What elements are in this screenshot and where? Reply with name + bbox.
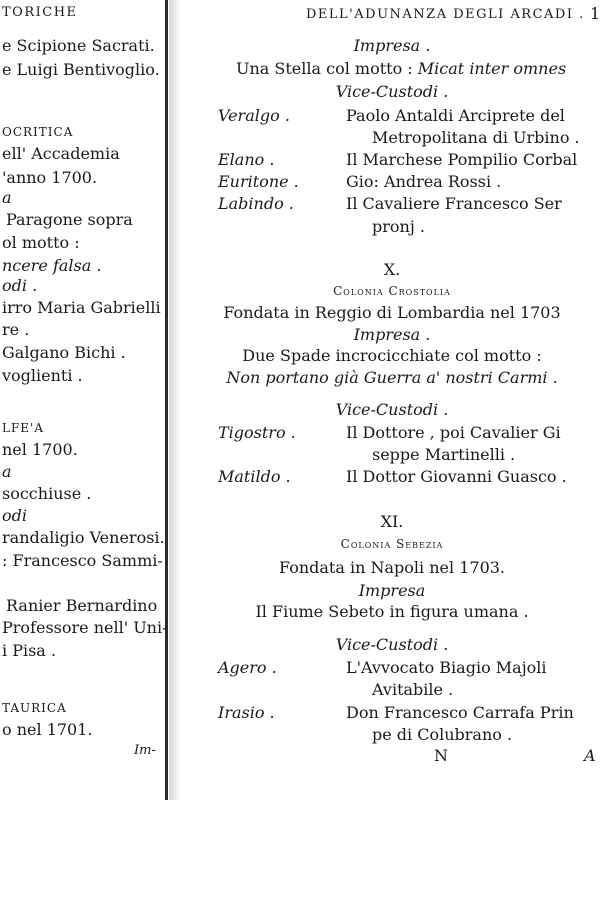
vice-custodi-heading: Vice-Custodi . xyxy=(335,400,449,419)
entry-desc: L'Avvocato Biagio Majoli xyxy=(346,658,547,677)
impresa-label: Impresa . xyxy=(353,36,431,55)
left-line: Galgano Bichi . xyxy=(2,343,126,362)
left-line: randaligio Venerosi. xyxy=(2,528,165,547)
entry-name: Veralgo . xyxy=(218,106,290,125)
running-header: DELL'ADUNANZA DEGLI ARCADI . xyxy=(306,7,585,22)
left-line: a xyxy=(2,188,12,207)
left-line: o nel 1701. xyxy=(2,720,93,739)
entry-desc: Paolo Antaldi Arciprete del xyxy=(346,106,565,125)
motto-line xyxy=(236,61,566,77)
signature-mark: N xyxy=(434,746,448,765)
left-line: i Pisa . xyxy=(2,641,57,660)
catchword: A xyxy=(584,746,596,765)
left-line: LFE'A xyxy=(2,421,45,435)
vice-custodi-heading: Vice-Custodi . xyxy=(335,82,449,101)
left-running-header: TORICHE xyxy=(2,5,78,20)
motto-latin: Non portano già Guerra a' nostri Carmi . xyxy=(226,368,558,387)
left-line: irro Maria Gabrielli xyxy=(2,298,161,317)
page-number: 1 xyxy=(590,4,601,23)
colony-title: Colonia Sebezia xyxy=(340,537,444,551)
entry-desc: Don Francesco Carrafa Prin xyxy=(346,703,574,722)
motto-text: Il Fiume Sebeto in figura umana . xyxy=(255,602,529,621)
section-numeral: X. xyxy=(383,260,401,279)
left-line: socchiuse . xyxy=(2,484,92,503)
left-line: Professore nell' Uni- xyxy=(2,618,168,637)
impresa-label: Impresa . xyxy=(353,325,431,344)
left-line: voglienti . xyxy=(2,366,83,385)
impresa-label: Impresa xyxy=(358,581,426,600)
left-line: Paragone sopra xyxy=(6,210,133,229)
entry-name: Euritone . xyxy=(218,172,299,191)
left-line: ell' Accademia xyxy=(2,144,120,163)
left-line: ol motto : xyxy=(2,233,80,252)
founded-line: Fondata in Napoli nel 1703. xyxy=(278,558,506,577)
gutter-shadow xyxy=(169,0,181,800)
left-line: nel 1700. xyxy=(2,440,78,459)
left-line: re . xyxy=(2,320,30,339)
left-line: a xyxy=(2,462,12,481)
left-line: OCRITICA xyxy=(2,125,74,139)
left-line: 'anno 1700. xyxy=(2,168,98,187)
founded-line: Fondata in Reggio di Lombardia nel 1703 xyxy=(223,303,561,322)
entry-desc-cont: pe di Colubrano . xyxy=(372,725,513,744)
left-line: : Francesco Sammi- xyxy=(2,551,163,570)
entry-desc: Il Marchese Pompilio Corbal xyxy=(346,150,578,169)
entry-desc-cont: pronj . xyxy=(372,217,425,236)
left-page xyxy=(0,0,168,900)
left-line: odi xyxy=(2,506,27,525)
entry-name: Labindo . xyxy=(218,194,294,213)
motto-latin: Micat inter omnes xyxy=(417,59,567,78)
right-page xyxy=(182,0,602,900)
left-line: TAURICA xyxy=(2,701,67,715)
entry-desc-cont: Metropolitana di Urbino . xyxy=(372,128,580,147)
entry-name: Agero . xyxy=(218,658,277,677)
entry-name: Elano . xyxy=(218,150,275,169)
left-catchword: Im- xyxy=(134,743,156,758)
left-line: ncere falsa . xyxy=(2,256,102,275)
entry-desc-cont: Avitabile . xyxy=(372,680,454,699)
left-line: e Luigi Bentivoglio. xyxy=(2,60,160,79)
left-line: Ranier Bernardino xyxy=(6,596,158,615)
entry-desc: Il Dottore , poi Cavalier Gi xyxy=(346,423,561,442)
left-line: odi . xyxy=(2,276,38,295)
left-line: e Scipione Sacrati. xyxy=(2,36,155,55)
motto-text: Due Spade incrocicchiate col motto : xyxy=(242,346,542,365)
entry-desc: Gio: Andrea Rossi . xyxy=(346,172,502,191)
entry-name: Irasio . xyxy=(218,703,275,722)
section-numeral: XI. xyxy=(380,512,404,531)
motto-text: Una Stella col motto : xyxy=(236,59,413,78)
entry-name: Tigostro . xyxy=(218,423,296,442)
colony-title: Colonia Crostolia xyxy=(333,284,451,298)
entry-desc: Il Cavaliere Francesco Ser xyxy=(346,194,562,213)
vice-custodi-heading: Vice-Custodi . xyxy=(335,635,449,654)
entry-desc: Il Dottor Giovanni Guasco . xyxy=(346,467,567,486)
entry-desc-cont: seppe Martinelli . xyxy=(372,445,516,464)
entry-name: Matildo . xyxy=(218,467,291,486)
